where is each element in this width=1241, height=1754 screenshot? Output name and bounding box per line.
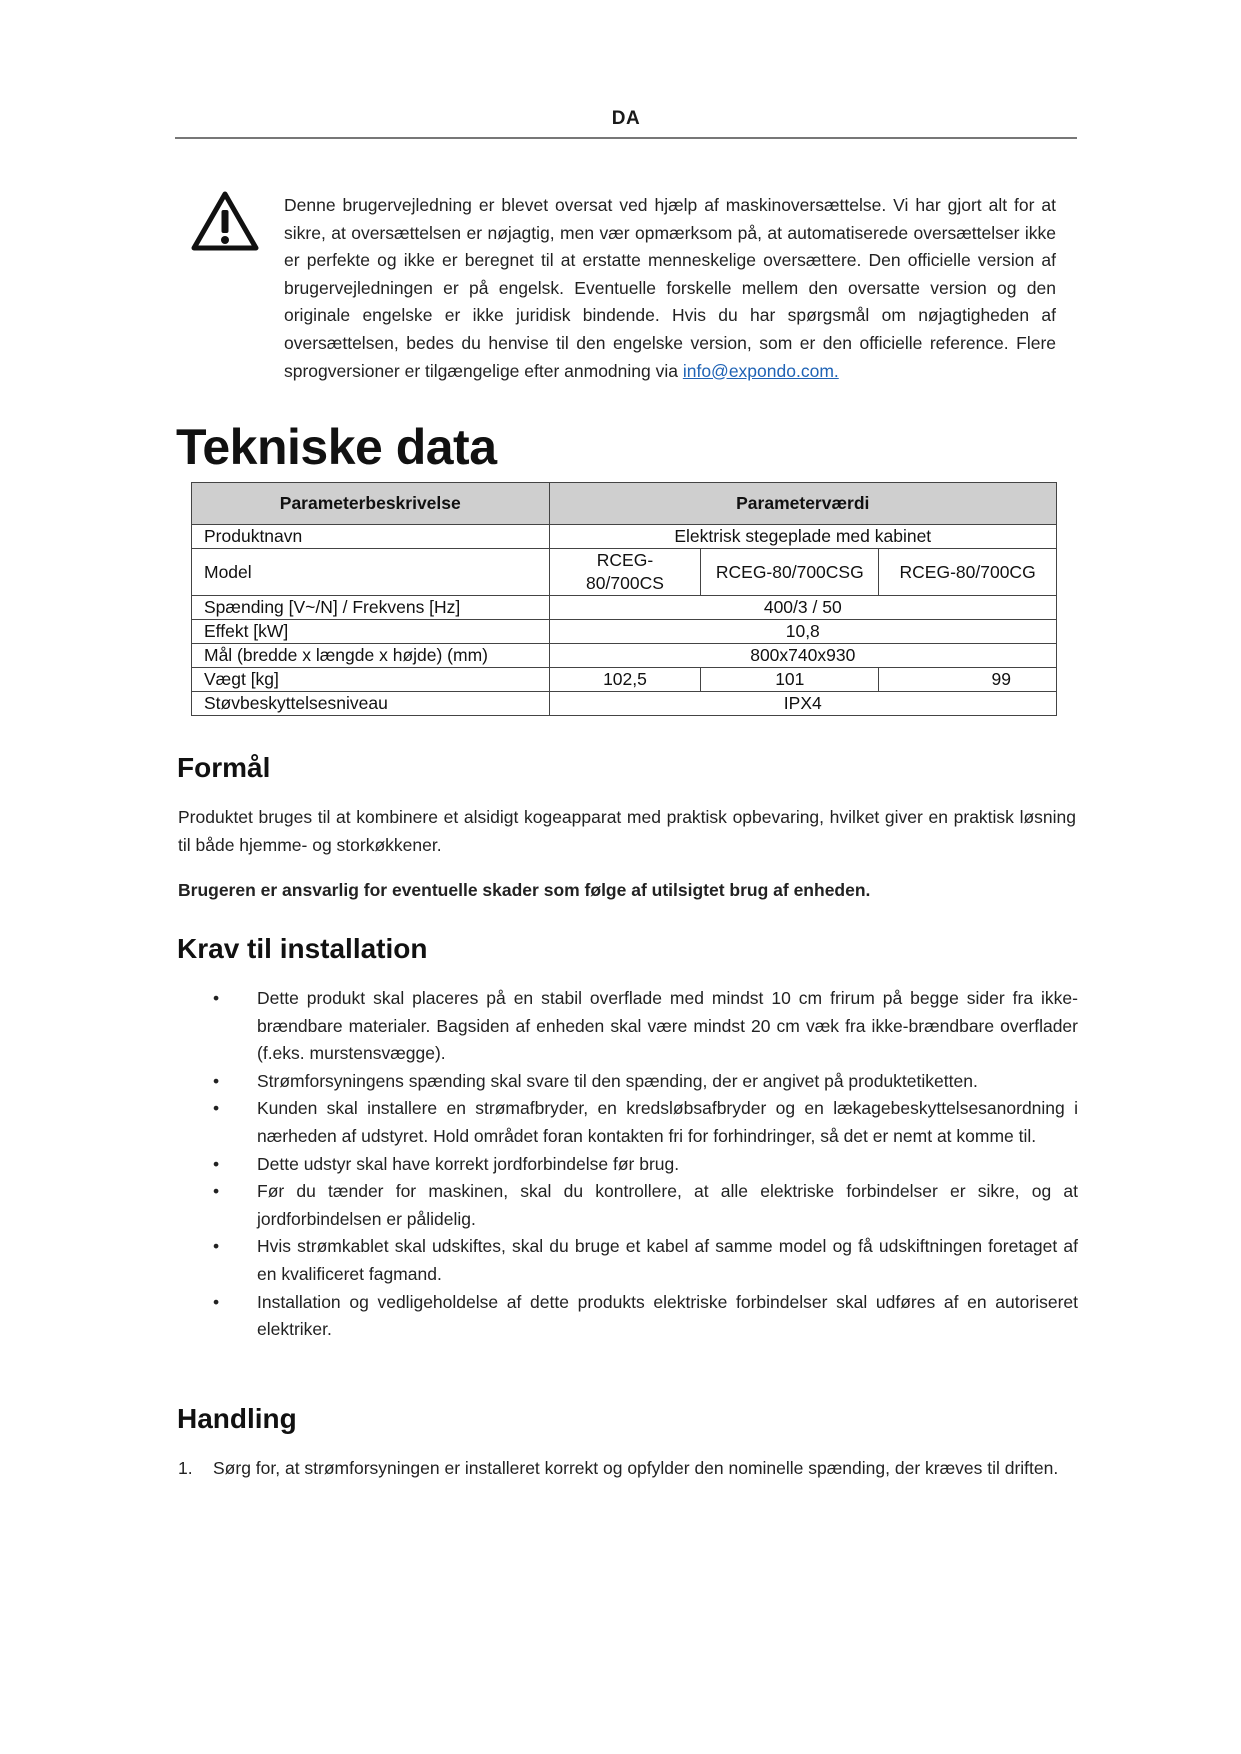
bullet: •	[213, 1236, 220, 1257]
row-value: 800x740x930	[549, 644, 1056, 668]
table-row	[192, 644, 1057, 668]
notice-text: Denne brugervejledning er blevet oversat ved hjælp af maskinoversættelse. Vi har gjort alt for at sikre, at oversættelsen er nøjagtig, men vær opmærksom på, at automatiserede oversættelser ikke er perfekte og ikke er beregnet til at erstatte menneskelige oversættere. Den officielle version af brugervejledningen er på engelsk. Eventuelle forskelle mellem den oversatte version og den originale engelske er ikke juridisk bindende. Hvis du har spørgsmål om nøjagtigheden af oversættelsen, bedes du henvise til den engelske version, som er den officielle reference. Flere sprogversioner er tilgængelige efter anmodning via	[284, 195, 1056, 381]
row-value: RCEG-80/700CS	[549, 549, 701, 596]
handling-heading: Handling	[177, 1403, 297, 1434]
list-item-text: Strømforsyningens spænding skal svare til den spænding, der er angivet på produktetiketten.	[257, 1070, 978, 1091]
list-item	[178, 1068, 1078, 1096]
step-number: 1.	[178, 1458, 193, 1478]
row-value: RCEG-80/700CG	[879, 549, 1057, 596]
list-item-text: Dette produkt skal placeres på en stabil overflade med mindst 10 cm frirum på begge sider fra ikke-brændbare materialer. Bagsiden af enheden skal være mindst 20 cm væk fra ikke-brændbare overflader (f.eks. murstensvægge).	[257, 988, 1078, 1064]
list-item-text: Kunden skal installere en strømafbryder, en kredsløbsafbryder og en lækagebeskyttelsesanordning i nærheden af udstyret. Hold området foran kontakten fri for forhindringer, så det er nemt at komme til.	[257, 1098, 1078, 1146]
bullet: •	[213, 1070, 220, 1091]
row-label: Vægt [kg]	[192, 668, 550, 692]
list-item	[178, 985, 1078, 1068]
list-item-text: Installation og vedligeholdelse af dette produkts elektriske forbindelser skal udføres af en autoriseret elektriker.	[257, 1291, 1078, 1340]
table-row	[192, 596, 1057, 620]
purpose-warning: Brugeren er ansvarlig for eventuelle skader som følge af utilsigtet brug af enheden.	[178, 880, 871, 900]
list-item	[178, 1151, 1078, 1179]
warning-icon	[191, 190, 259, 252]
step-text: Sørg for, at strømforsyningen er installeret korrekt og opfylder den nominelle spænding, der kræves til driften.	[213, 1458, 1059, 1478]
bullet: •	[213, 1291, 220, 1312]
purpose-text: Produktet bruges til at kombinere et alsidigt kogeapparat med praktisk opbevaring, hvilket giver en praktisk løsning til både hjemme- og storkøkkener.	[178, 807, 1076, 855]
row-value: 10,8	[549, 620, 1056, 644]
row-value: 99	[879, 668, 1057, 692]
table-row	[192, 525, 1057, 549]
technical-data-table	[191, 482, 1057, 716]
row-label: Spænding [V~/N] / Frekvens [Hz]	[192, 596, 550, 620]
row-value: 101	[701, 668, 879, 692]
bullet: •	[213, 1181, 220, 1202]
row-value: Elektrisk stegeplade med kabinet	[549, 525, 1056, 549]
row-value: IPX4	[549, 692, 1056, 716]
list-item-text: Dette udstyr skal have korrekt jordforbindelse før brug.	[257, 1153, 680, 1174]
list-item-text: Før du tænder for maskinen, skal du kontrollere, at alle elektriske forbindelser er sikre, og at jordforbindelsen er pålidelig.	[257, 1181, 1078, 1229]
bullet: •	[213, 1098, 220, 1119]
table-header-row	[192, 483, 1057, 525]
language-header: DA	[611, 108, 641, 129]
row-label: Produktnavn	[192, 525, 550, 549]
row-value: 102,5	[549, 668, 701, 692]
contact-email-link[interactable]: info@expondo.com.	[682, 360, 839, 381]
table-row	[192, 549, 1057, 596]
bullet: •	[213, 988, 220, 1008]
table-row	[192, 620, 1057, 644]
row-label: Støvbeskyttelsesniveau	[192, 692, 550, 716]
list-item	[178, 1095, 1078, 1150]
bullet: •	[213, 1153, 220, 1174]
table-row	[192, 692, 1057, 716]
translation-notice	[284, 192, 1056, 385]
purpose-heading: Formål	[177, 752, 271, 783]
row-label: Model	[192, 549, 550, 596]
list-item	[178, 1178, 1078, 1233]
row-label: Mål (bredde x længde x højde) (mm)	[192, 644, 550, 668]
installation-heading: Krav til installation	[177, 933, 428, 964]
list-item	[178, 1289, 1078, 1344]
list-item	[178, 1233, 1078, 1288]
handling-steps	[178, 1455, 1076, 1483]
table-row	[192, 668, 1057, 692]
list-item	[178, 1455, 1076, 1483]
row-value: 400/3 / 50	[549, 596, 1056, 620]
technical-data-heading: Tekniske data	[176, 419, 497, 475]
row-label: Effekt [kW]	[192, 620, 550, 644]
row-value: RCEG-80/700CSG	[701, 549, 879, 596]
list-item-text: Hvis strømkablet skal udskiftes, skal du bruge et kabel af samme model og få udskiftningen foretaget af en kvalificeret fagmand.	[257, 1236, 1078, 1284]
header-divider	[175, 137, 1077, 139]
installation-list	[178, 985, 1078, 1344]
header-parameter-description: Parameterbeskrivelse	[192, 483, 550, 525]
header-parameter-value: Parameterværdi	[549, 483, 1056, 525]
